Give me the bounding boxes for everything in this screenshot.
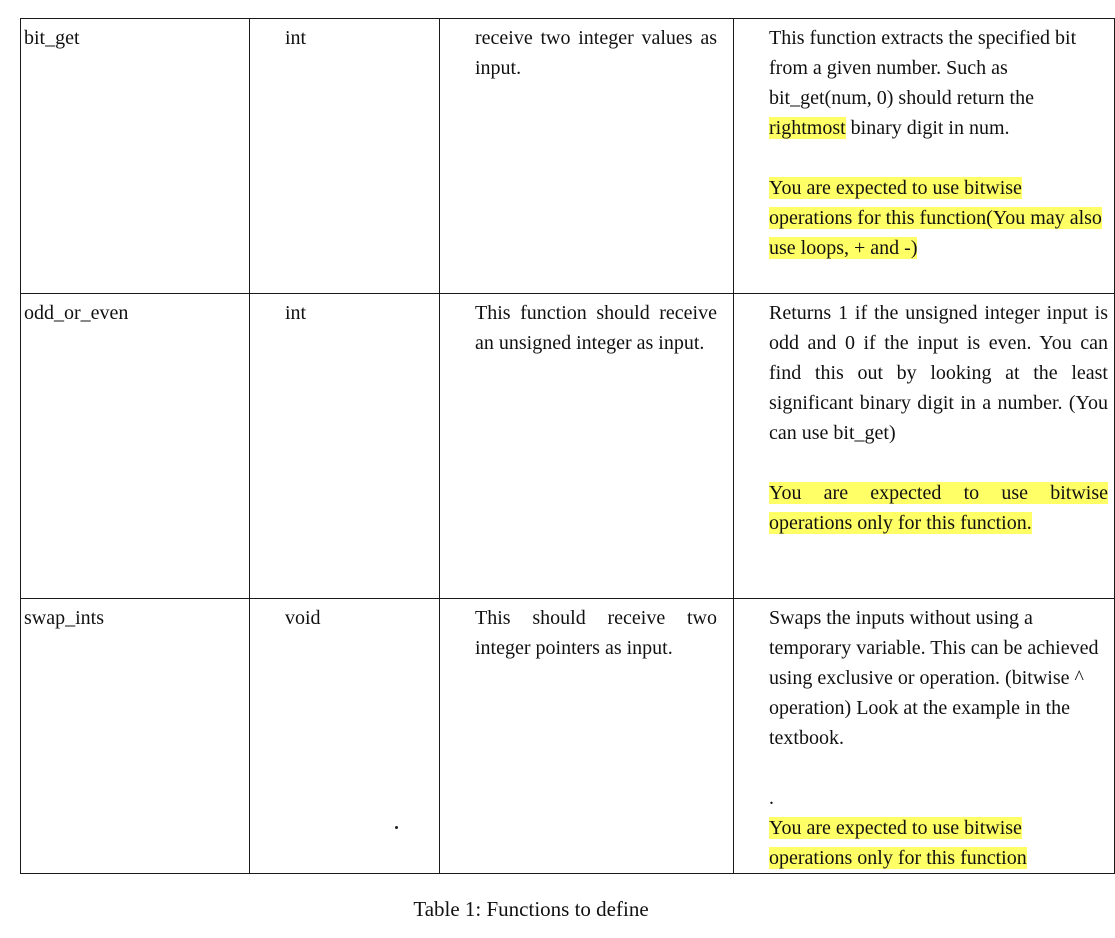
highlighted-paragraph <box>769 813 1108 873</box>
return-type: int <box>285 302 307 324</box>
return-type-cell <box>250 599 440 874</box>
description-text: binary digit in num. <box>845 117 1010 139</box>
table-row <box>21 599 1115 874</box>
return-type-cell <box>250 294 440 599</box>
highlighted-paragraph <box>769 478 1108 538</box>
function-name: swap_ints <box>24 607 104 629</box>
table-row <box>21 19 1115 294</box>
description-paragraph: Swaps the inputs without using a temporary variable. This can be achieved using exclusive or operation. (bitwise ^ operation) Look at the example in the textbook. <box>769 607 1099 749</box>
input-description: This function should receive an unsigned integer as input. <box>475 302 717 354</box>
description-cell <box>734 19 1115 294</box>
function-name-cell <box>21 599 250 874</box>
dot-line: . <box>769 787 774 809</box>
table-row <box>21 294 1115 599</box>
return-type-cell <box>250 19 440 294</box>
input-cell <box>440 599 734 874</box>
description-cell <box>734 599 1115 874</box>
function-name: bit_get <box>24 27 80 49</box>
function-name: odd_or_even <box>24 302 129 324</box>
input-description: receive two integer values as input. <box>475 27 717 79</box>
paragraph-gap <box>769 143 1108 173</box>
return-type: int <box>285 27 307 49</box>
highlighted-text: You are expected to use bitwise operations only for this function <box>769 817 1027 869</box>
description-paragraph <box>769 23 1108 143</box>
caption-text: Table 1: Functions to define <box>413 897 649 921</box>
description-cell <box>734 294 1115 599</box>
highlighted-text: You are expected to use bitwise operations only for this function. <box>769 482 1108 534</box>
input-description: This should receive two integer pointers as input. <box>475 607 717 659</box>
input-cell <box>440 19 734 294</box>
functions-table <box>20 18 1115 874</box>
highlighted-text: You are expected to use bitwise operations for this function(You may also use loops, + and -) <box>769 177 1102 259</box>
paragraph-gap <box>769 753 1108 783</box>
function-name-cell <box>21 19 250 294</box>
return-type: void <box>285 607 321 629</box>
input-cell <box>440 294 734 599</box>
description-text: This function extracts the specified bit from a given number. Such as bit_get(num, 0) should return the <box>769 27 1077 109</box>
stray-dot-mark <box>395 826 398 829</box>
function-name-cell <box>21 294 250 599</box>
highlighted-text: rightmost <box>769 117 846 139</box>
table-caption <box>0 894 1024 924</box>
description-paragraph: Returns 1 if the unsigned integer input is odd and 0 if the input is even. You can find this out by looking at the least significant binary digit in a number. (You can use bit_get) <box>769 302 1108 444</box>
highlighted-paragraph <box>769 173 1108 263</box>
paragraph-gap <box>769 448 1108 478</box>
